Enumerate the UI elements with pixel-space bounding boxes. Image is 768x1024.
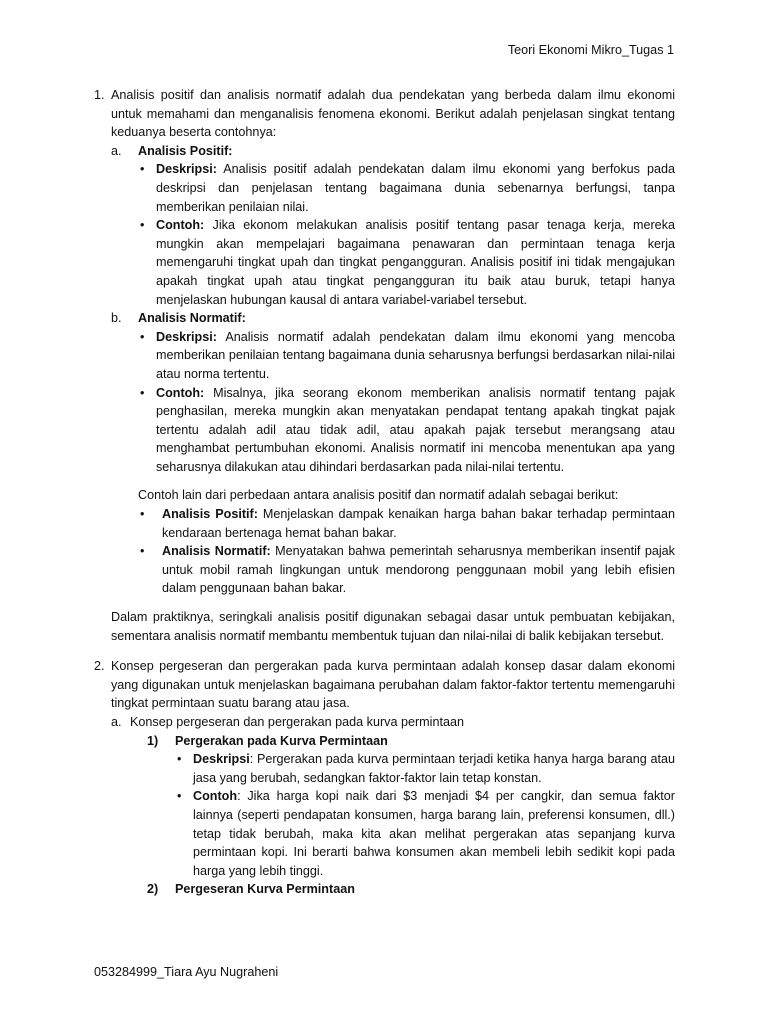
bullet-icon: • [140, 218, 145, 233]
section-text: Konsep pergeseran dan pergerakan pada kurva permintaan [130, 715, 464, 729]
list-item [175, 787, 675, 880]
section-label: b. [111, 311, 122, 326]
section-b-normative [111, 309, 675, 328]
bullet-text: : Jika harga kopi naik dari $3 menjadi $4 per cangkir, dan semua faktor lainnya (seperti pendapatan konsumen, harga barang lain, preferensi konsumen, dll.) tetap tidak berubah, maka kita akan melihat pergerakan atas sepanjang kurva permintaan kopi. Ini berarti bahwa konsumen akan membeli lebih sedikit kopi pada harga yang lebih tinggi. [193, 789, 675, 878]
section-title: Analisis Positif: [138, 143, 233, 158]
item-number: 2) [147, 882, 159, 897]
item-title: Pergeseran Kurva Permintaan [175, 882, 355, 897]
bullet-text: Misalnya, jika seorang ekonom memberikan analisis normatif tentang pajak penghasilan, mereka mungkin akan menyatakan pendapat tentang apakah tingkat pajak tertentu adalah adil atau tidak adil, atau apakah pajak tersebut merangsang atau menghambat pertumbuhan ekonomi. Analisis normatif ini mencoba menentukan apa yang seharusnya dilakukan atau dihindari berdasarkan pada nilai-nilai tertentu. [156, 385, 675, 474]
question-2 [94, 657, 675, 713]
list-item [138, 384, 675, 477]
question-intro: Analisis positif dan analisis normatif adalah dua pendekatan yang berbeda dalam ilmu ekonomi untuk memahami dan menganalisis fenomena ekonomi. Berikut adalah penjelasan singkat tentang keduanya beserta contohnya: [111, 88, 675, 140]
numbered-item-2 [147, 880, 675, 899]
item-title: Pergerakan pada Kurva Permintaan [175, 733, 388, 748]
bullet-text: Analisis normatif adalah pendekatan dalam ilmu ekonomi yang mencoba memberikan penilaian tentang bagaimana dunia seharusnya berfungsi berdasarkan nilai-nilai atau norma tertentu. [156, 329, 675, 381]
bullet-icon: • [140, 507, 145, 522]
other-example-intro: Contoh lain dari perbedaan antara analisis positif dan normatif adalah sebagai berikut: [138, 488, 619, 503]
list-item [138, 505, 675, 542]
bullet-text: Jika ekonom melakukan analisis positif tentang pasar tenaga kerja, mereka mungkin akan mempelajari bagaimana penawaran dan permintaan tenaga kerja memengaruhi tingkat upah dan tingkat pengangguran. Analisis positif ini tidak mengajukan apakah tingkat upah atau tingkat pengangguran itu baik atau buruk, tetapi hanya menjelaskan hubungan kausal di antara variabel-variabel tersebut. [156, 218, 675, 307]
bullet-icon: • [140, 162, 145, 177]
bullet-label: Contoh: [156, 385, 205, 400]
section-a-positive [111, 142, 675, 161]
bullet-list [138, 505, 675, 598]
bullet-icon: • [140, 329, 145, 344]
bullet-icon: • [140, 385, 145, 400]
bullet-label: Contoh [193, 789, 238, 804]
section-label: a. [111, 715, 122, 729]
document-body [94, 86, 675, 899]
bullet-label: Deskripsi: [156, 162, 217, 177]
closing-paragraph: Dalam praktiknya, seringkali analisis positif digunakan sebagai dasar untuk pembuatan kebijakan, sementara analisis normatif membantu membentuk tujuan dan nilai-nilai di balik kebijakan tersebut. [111, 610, 675, 643]
bullet-list [138, 328, 675, 477]
question-intro: Konsep pergeseran dan pergerakan pada kurva permintaan adalah konsep dasar dalam ekonomi yang digunakan untuk menjelaskan bagaimana perubahan dalam faktor-faktor tertentu memengaruhi tingkat permintaan suatu barang atau jasa. [111, 659, 675, 711]
item-number: 1) [147, 733, 159, 748]
bullet-list [138, 160, 675, 309]
numbered-item-1 [147, 732, 675, 751]
question-number: 2. [94, 659, 105, 674]
page-footer: 053284999_Tiara Ayu Nugraheni [94, 965, 279, 979]
bullet-label: Deskripsi [193, 752, 250, 767]
bullet-text: Menyatakan bahwa pemerintah seharusnya memberikan insentif pajak untuk mobil ramah lingkungan untuk mendorong penggunaan mobil yang lebih efisien dalam penggunaan bahan bakar. [162, 544, 675, 596]
bullet-label: Analisis Positif: [162, 507, 258, 522]
bullet-text: : Pergerakan pada kurva permintaan terjadi ketika hanya harga barang atau jasa yang berubah, sedangkan faktor-faktor lain tetap konstan. [193, 752, 675, 785]
list-item [138, 328, 675, 384]
bullet-icon: • [177, 752, 182, 767]
bullet-label: Contoh: [156, 218, 205, 233]
list-item [138, 542, 675, 598]
bullet-icon: • [177, 789, 182, 804]
section-a-concept [111, 713, 675, 732]
section-label: a. [111, 143, 122, 158]
list-item [138, 160, 675, 216]
bullet-icon: • [140, 544, 145, 559]
question-number: 1. [94, 88, 105, 102]
list-item [175, 750, 675, 787]
list-item [138, 216, 675, 309]
section-title: Analisis Normatif: [138, 311, 246, 326]
bullet-text: Analisis positif adalah pendekatan dalam ilmu ekonomi yang berfokus pada deskripsi dan penjelasan tentang bagaimana dunia sebenarnya berfungsi, tanpa memberikan penilaian nilai. [156, 162, 675, 214]
bullet-list [175, 750, 675, 880]
page-header: Teori Ekonomi Mikro_Tugas 1 [507, 43, 674, 57]
bullet-label: Analisis Normatif: [162, 544, 271, 559]
bullet-label: Deskripsi: [156, 329, 217, 344]
bullet-text: Menjelaskan dampak kenaikan harga bahan bakar terhadap permintaan kendaraan bertenaga hemat bahan bakar. [162, 507, 675, 540]
question-1 [94, 86, 675, 142]
